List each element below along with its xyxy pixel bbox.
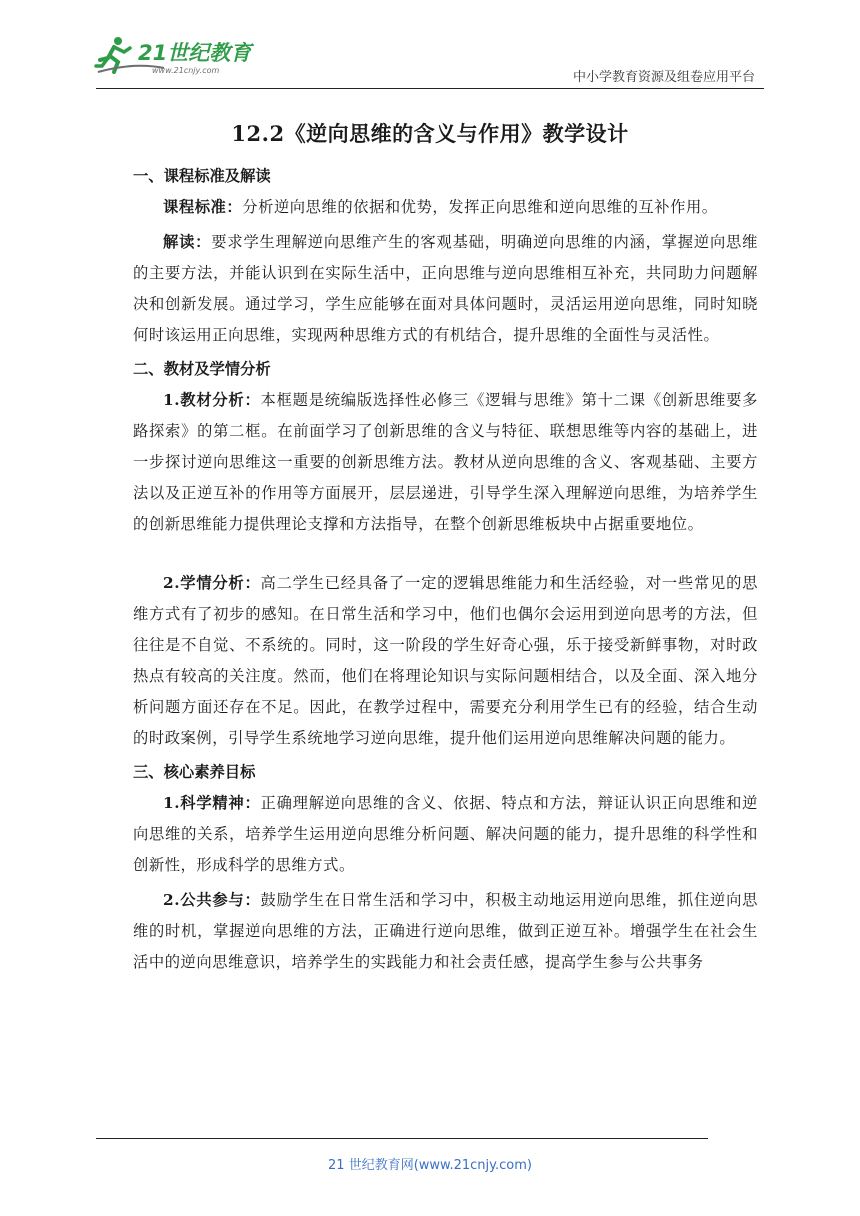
header-divider (96, 88, 764, 89)
paragraph-science-spirit (133, 788, 758, 881)
science-label: 1.科学精神： (163, 794, 261, 812)
footer-divider (96, 1138, 708, 1139)
footer-link[interactable]: 21 世纪教育网(www.21cnjy.com) (328, 1158, 532, 1173)
standard-text: 分析逆向思维的依据和优势，发挥正向思维和逆向思维的互补作用。 (242, 198, 718, 216)
science-text: 正确理解逆向思维的含义、依据、特点和方法，辩证认识正向思维和逆向思维的关系，培养学生运用逆向思维分析问题、解决问题的能力，提升思维的科学性和创新性，形成科学的思维方式。 (133, 794, 758, 874)
logo-url: www.21cnjy.com (152, 66, 220, 75)
page-title: 12.2《逆向思维的含义与作用》教学设计 (231, 121, 629, 146)
students-label: 2.学情分析： (163, 574, 261, 592)
site-logo (94, 32, 264, 80)
paragraph-reading (133, 227, 758, 351)
logo-text: 21世纪教育 (138, 41, 252, 65)
reading-label: 解读： (163, 233, 212, 251)
paragraph-student-analysis (133, 568, 758, 754)
paragraph-textbook-analysis (133, 385, 758, 540)
reading-text: 要求学生理解逆向思维产生的客观基础，明确逆向思维的内涵，掌握逆向思维的主要方法，并能认识到在实际生活中，正向思维与逆向思维相互补充，共同助力问题解决和创新发展。通过学习，学生应能够在面对具体问题时，灵活运用逆向思维，同时知晓何时该运用正向思维，实现两种思维方式的有机结合，提升思维的全面性与灵活性。 (133, 233, 758, 344)
textbook-text: 本框题是统编版选择性必修三《逻辑与思维》第十二课《创新思维要多路探索》的第二框。在前面学习了创新思维的含义与特征、联想思维等内容的基础上，进一步探讨逆向思维这一重要的创新思维方法。教材从逆向思维的含义、客观基础、主要方法以及正逆互补的作用等方面展开，层层递进，引导学生深入理解逆向思维，为培养学生的创新思维能力提供理论支撑和方法指导，在整个创新思维板块中占据重要地位。 (133, 391, 758, 533)
paragraph-public-participation (133, 885, 758, 978)
public-text: 鼓励学生在日常生活和学习中，积极主动地运用逆向思维，抓住逆向思维的时机，掌握逆向思维的方法，正确进行逆向思维，做到正逆互补。增强学生在社会生活中的逆向思维意识，培养学生的实践能力和社会责任感，提高学生参与公共事务 (133, 891, 758, 971)
runner-logo-icon (94, 32, 264, 80)
document-body (133, 160, 758, 978)
public-label: 2.公共参与： (163, 891, 261, 909)
textbook-label: 1.教材分析： (163, 391, 261, 409)
section-heading-analysis: 二、教材及学情分析 (133, 360, 271, 378)
standard-label: 课程标准： (163, 198, 243, 216)
students-text: 高二学生已经具备了一定的逻辑思维能力和生活经验，对一些常见的思维方式有了初步的感知。在日常生活和学习中，他们也偶尔会运用到逆向思考的方法，但往往是不自觉、不系统的。同时，这一阶段的学生好奇心强，乐于接受新鲜事物，对时政热点有较高的关注度。然而，他们在将理论知识与实际问题相结合，以及全面、深入地分析问题方面还存在不足。因此，在教学过程中，需要充分利用学生已有的经验，结合生动的时政案例，引导学生系统地学习逆向思维，提升他们运用逆向思维解决问题的能力。 (133, 574, 758, 747)
section-heading-goals: 三、核心素养目标 (133, 763, 256, 781)
paragraph-standard (133, 192, 758, 223)
section-heading-standards: 一、课程标准及解读 (133, 167, 271, 185)
platform-name: 中小学教育资源及组卷应用平台 (572, 70, 755, 85)
